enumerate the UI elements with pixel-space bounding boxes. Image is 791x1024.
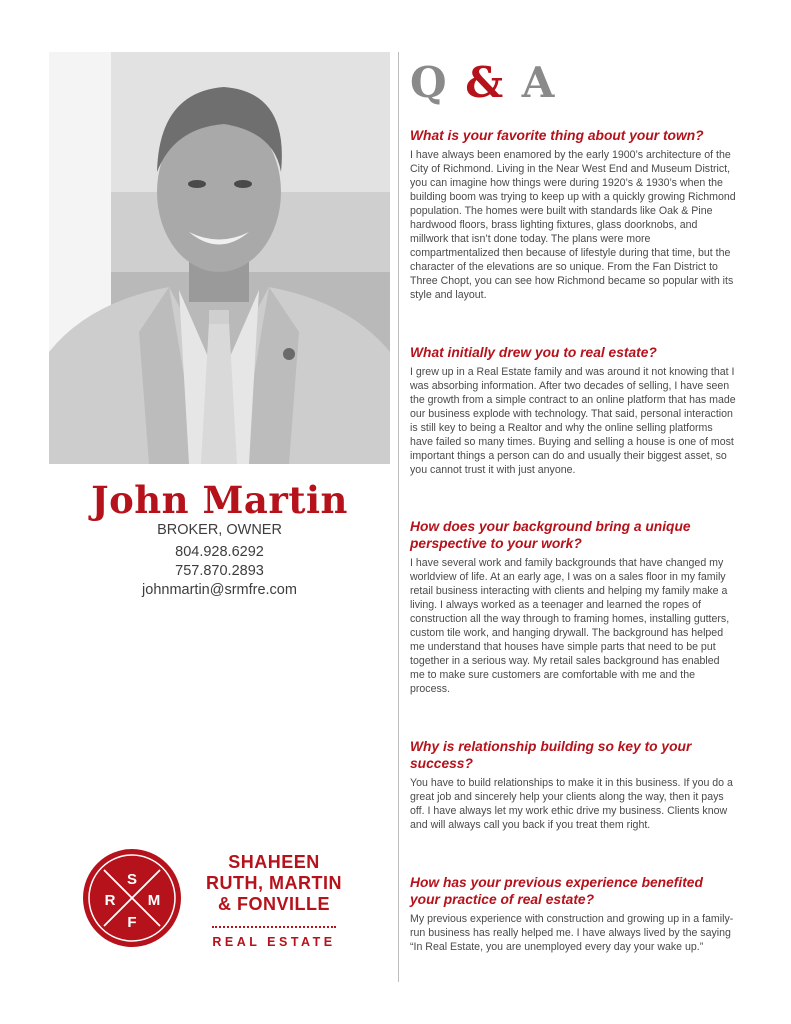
qa-heading-ampersand: & <box>465 58 506 107</box>
qa-answer: I grew up in a Real Estate family and was around it not knowing that I was absorbing information. After two decades of selling, I have seen the growth from a simple contract to an online platform that has made our business explode with technology. That said, personal interaction is still key to being a Realtor and why the online selling platforms have failed so many times. Buying and selling a house is one of most important things a person can do and usually their biggest asset, so you cannot trust it with just anyone. <box>410 366 736 476</box>
logo-line-1: SHAHEEN <box>228 852 320 872</box>
qa-question: What initially drew you to real estate? <box>410 345 657 360</box>
qa-item <box>410 874 736 954</box>
profile-photo <box>49 52 390 464</box>
logo-line-2: RUTH, MARTIN <box>206 873 342 893</box>
logo-tagline: REAL ESTATE <box>212 935 336 949</box>
logo-line-3: & FONVILLE <box>218 894 330 914</box>
qa-answer: I have always been enamored by the early 1900’s architecture of the City of Richmond. Living in the Near West End and Museum District, you can imagine how things were during 1920’s & 1930’s when the building boom was trying to keep up with a quickly growing Richmond population. The homes were built with standards like Oak & Pine hardwood floors, brass lighting fixtures, glass doorknobs, and millwork that isn’t done today. The plans were more compartmentalized then because of lifestyle during that time, but the character of the elevations are so unique. From the Fan District to Three Chopt, you can see how Richmond became so popular with its style and layout. <box>410 149 736 301</box>
column-divider <box>398 52 399 982</box>
qa-question: How does your background bring a unique perspective to your work? <box>410 519 691 551</box>
agent-phone-secondary[interactable]: 757.870.2893 <box>175 563 264 579</box>
qa-item <box>410 518 736 696</box>
logo-letter-s: S <box>126 871 138 888</box>
portrait-illustration <box>49 52 390 464</box>
agent-name: John Martin <box>91 478 348 522</box>
qa-heading-a: A <box>521 58 557 107</box>
qa-question: How has your previous experience benefited your practice of real estate? <box>410 875 703 907</box>
qa-heading-q: Q <box>410 58 449 107</box>
qa-answer: My previous experience with construction and growing up in a family-run business has really helped me. I have always lived by the saying “In Real Estate, you are unemployed every day your wake up.” <box>410 913 734 953</box>
qa-item <box>410 738 736 832</box>
logo-wordmark <box>190 852 358 915</box>
logo-letter-m: M <box>147 892 161 909</box>
logo-dotted-divider <box>212 926 336 928</box>
logo-letter-f: F <box>127 914 137 931</box>
qa-item <box>410 127 736 302</box>
qa-answer: I have several work and family backgrounds that have changed my worldview of life. At an early age, I was on a sales floor in my family retail business interacting with clients and helping my family make a living. I always worked as a teenager and learned the ropes of construction all the way through to framing homes, installing gutters, custom tile work, and hanging drywall. The background has helped me understand that houses have simple parts that need to be put together in a serious way. My retail sales background has enabled me to make sure customers are comfortable with me and the process. <box>410 557 730 695</box>
qa-item <box>410 344 736 477</box>
agent-phone-primary[interactable]: 804.928.6292 <box>175 544 264 560</box>
agent-email[interactable]: johnmartin@srmfre.com <box>142 582 297 598</box>
qa-answer: You have to build relationships to make it in this business. If you do a great job and sincerely help your clients along the way, then it pays off. I have always let my work ethic drive my business. Clients know and will always call you back if you treat them right. <box>410 777 733 831</box>
qa-heading <box>410 58 556 107</box>
qa-question: Why is relationship building so key to your success? <box>410 739 692 771</box>
logo-letter-r: R <box>104 892 116 909</box>
agent-title: BROKER, OWNER <box>157 522 282 538</box>
srmf-logo-icon <box>82 848 182 948</box>
qa-question: What is your favorite thing about your town? <box>410 128 704 143</box>
